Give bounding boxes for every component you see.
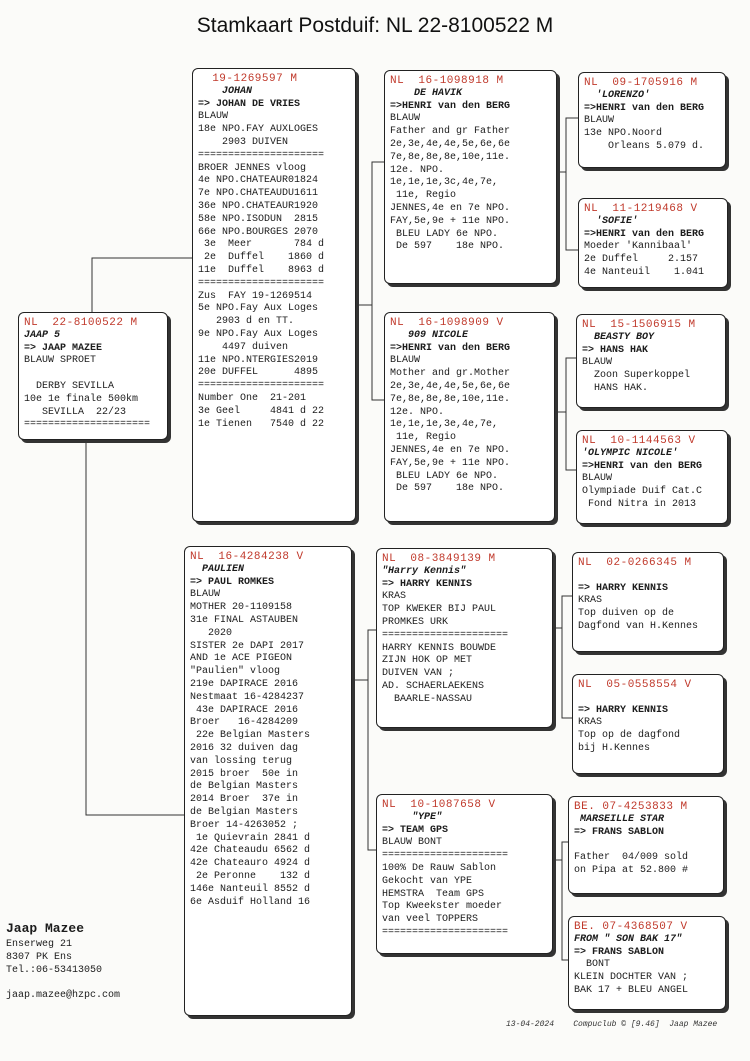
pigeon-name: JOHAN bbox=[198, 85, 253, 97]
dam-card bbox=[184, 546, 352, 1016]
great-grandparent-card-8 bbox=[568, 916, 726, 1010]
great-grandparent-card-5 bbox=[572, 552, 724, 652]
owner-email: jaap.mazee@hzpc.com bbox=[6, 990, 121, 1001]
pigeon-name: MARSEILLE STAR bbox=[574, 813, 665, 825]
breeder: => HANS HAK bbox=[582, 344, 649, 356]
grandsire-paternal-card bbox=[384, 70, 557, 284]
owner-phone: Tel.:06-53413050 bbox=[6, 965, 103, 976]
ring-number: NL 16-4284238 V bbox=[190, 551, 304, 563]
ring-number: NL 16-1098918 M bbox=[390, 75, 504, 87]
pigeon-name: DE HAVIK bbox=[390, 87, 463, 99]
pigeon-name: 909 NICOLE bbox=[390, 329, 469, 341]
breeder: => HARRY KENNIS bbox=[578, 704, 669, 716]
card-details: Father 04/009 sold on Pipa at 52.800 # bbox=[574, 852, 689, 876]
card-details: BLAUW MOTHER 20-1109158 31e FINAL ASTAUBEN 2020 SISTER 2e DAPI 2017 AND 1e ACE PIGEON "Paulien" vloog 219e DAPIRACE 2016 Nestmaat 16-4284237 43e DAPIRACE 2016 Broer 16-4284209 22e Belgian Masters 2016 32 duiven dag van lossing terug 2015 broer 50e in de Belgian Masters 2014 Broer 37e in de Belgian Masters Broer 14-4263052 ; 1e Quievrain 2841 d 42e Chateaudu 6562 d 42e Chateauro 4924 d 2e Peronne 132 d 146e Nanteuil 8552 d 6e Asduif Holland 16 bbox=[190, 589, 311, 908]
card-details: KRAS Top op de dagfond bij H.Kennes bbox=[578, 717, 681, 754]
pigeon-name: 'SOFIE' bbox=[584, 215, 639, 227]
ring-number: NL 10-1144563 V bbox=[582, 435, 696, 447]
great-grandparent-card-2 bbox=[578, 198, 728, 288]
breeder: => FRANS SABLON bbox=[574, 826, 665, 838]
breeder: => JOHAN DE VRIES bbox=[198, 98, 301, 110]
pigeon-name: "Harry Kennis" bbox=[382, 565, 467, 577]
breeder: =>HENRI van den BERG bbox=[584, 228, 705, 240]
card-details: BLAUW Olympiade Duif Cat.C Fond Nitra in 2013 bbox=[582, 473, 703, 510]
breeder: =>HENRI van den BERG bbox=[390, 342, 511, 354]
ring-number: NL 11-1219468 V bbox=[584, 203, 698, 215]
ring-number: NL 08-3849139 M bbox=[382, 553, 496, 565]
breeder: => FRANS SABLON bbox=[574, 946, 665, 958]
card-details: KRAS TOP KWEKER BIJ PAUL PROMKES URK ===================== HARRY KENNIS BOUWDE ZIJN HOK OP MET DUIVEN VAN ; AD. SCHAERLAEKENS BAARLE-NASSAU bbox=[382, 591, 509, 705]
pigeon-name: "YPE" bbox=[382, 811, 443, 823]
granddam-maternal-card bbox=[376, 794, 553, 954]
ring-number: NL 16-1098909 V bbox=[390, 317, 504, 329]
card-details: BLAUW Father and gr Father 2e,3e,4e,4e,5e,6e,6e 7e,8e,8e,8e,10e,11e. 12e. NPO. 1e,1e,1e,3c,4e,7e, 11e, Regio JENNES,4e en 7e NPO. FAY,5e,9e + 11e NPO. BLEU LADY 6e NPO. De 597 18e NPO. bbox=[390, 113, 511, 253]
great-grandparent-card-7 bbox=[568, 796, 724, 894]
owner-name: Jaap Mazee bbox=[6, 921, 85, 936]
ring-number: NL 15-1506915 M bbox=[582, 319, 696, 331]
page-title: Stamkaart Postduif: NL 22-8100522 M bbox=[196, 14, 554, 37]
owner-street: Enserweg 21 bbox=[6, 939, 73, 950]
sire-card bbox=[192, 68, 356, 522]
owner-city: 8307 PK Ens bbox=[6, 952, 73, 963]
breeder: => PAUL ROMKES bbox=[190, 576, 275, 588]
pigeon-name bbox=[578, 570, 718, 583]
breeder: =>HENRI van den BERG bbox=[390, 100, 511, 112]
card-details: Moeder 'Kannibaal' 2e Duffel 2.157 4e Nanteuil 1.041 bbox=[584, 241, 705, 278]
card-details: BLAUW 18e NPO.FAY AUXLOGES 2903 DUIVEN ===================== BROER JENNES vloog 4e NPO.CHATEAUR01824 7e NPO.CHATEAUDU1611 36e NPO.CHATEAUR1920 58e NPO.ISODUN 2815 66e NPO.BOURGES 2070 3e Meer 784 d 2e Duffel 1860 d 11e Duffel 8963 d ===================== Zus FAY 19-1269514 5e NPO.Fay Aux Loges 2903 d en TT. 9e NPO.Fay Aux Loges 4497 duiven 11e NPO.NTERGIES2019 20e DUFFEL 4895 ===================== Number One 21-201 3e Geel 4841 d 22 1e Tienen 7540 d 22 bbox=[198, 111, 325, 430]
great-grandparent-card-6 bbox=[572, 674, 724, 774]
breeder: =>HENRI van den BERG bbox=[582, 460, 703, 472]
pigeon-name: FROM " SON BAK 17" bbox=[574, 933, 683, 945]
owner-info bbox=[6, 920, 120, 1002]
pigeon-name: BEASTY BOY bbox=[582, 331, 655, 343]
great-grandparent-card-3 bbox=[576, 314, 726, 408]
card-details: BLAUW Zoon Superkoppel HANS HAK. bbox=[582, 357, 691, 394]
subject-card bbox=[18, 312, 168, 440]
card-details: BLAUW BONT ===================== 100% De Rauw Sablon Gekocht van YPE HEMSTRA Team GPS Top Kweekster moeder van veel TOPPERS ===================== bbox=[382, 837, 509, 938]
breeder: =>HENRI van den BERG bbox=[584, 102, 705, 114]
pigeon-name: PAULIEN bbox=[190, 563, 245, 575]
card-details: BONT KLEIN DOCHTER VAN ; BAK 17 + BLEU ANGEL bbox=[574, 959, 689, 996]
ring-number: NL 02-0266345 M bbox=[578, 557, 692, 569]
print-footer: 13-04-2024 Compuclub © [9.46] Jaap Mazee bbox=[506, 1020, 718, 1029]
pigeon-name: JAAP 5 bbox=[24, 329, 61, 341]
card-details: BLAUW SPROET DERBY SEVILLA 10e 1e finale 500km SEVILLA 22/23 ===================== bbox=[24, 355, 151, 431]
breeder: => HARRY KENNIS bbox=[578, 582, 669, 594]
ring-number: 19-1269597 M bbox=[198, 73, 298, 85]
pigeon-name: 'OLYMPIC NICOLE' bbox=[582, 447, 679, 459]
breeder: => TEAM GPS bbox=[382, 824, 449, 836]
ring-number: NL 22-8100522 M bbox=[24, 317, 138, 329]
breeder: => JAAP MAZEE bbox=[24, 342, 103, 354]
card-details: BLAUW Mother and gr.Mother 2e,3e,4e,4e,5e,6e,6e 7e,8e,8e,8e,10e,11e. 12e. NPO. 1e,1e,1e,3e,4e,7e, 11e, Regio JENNES,4e en 7e NPO. FAY,5e,9e + 11e NPO. BLEU LADY 6e NPO. De 597 18e NPO. bbox=[390, 355, 511, 495]
ring-number: NL 09-1705916 M bbox=[584, 77, 698, 89]
ring-number: BE. 07-4368507 V bbox=[574, 921, 688, 933]
great-grandparent-card-1 bbox=[578, 72, 726, 168]
pigeon-name bbox=[578, 692, 718, 705]
breeder: => HARRY KENNIS bbox=[382, 578, 473, 590]
ring-number: NL 10-1087658 V bbox=[382, 799, 496, 811]
card-details: KRAS Top duiven op de Dagfond van H.Kennes bbox=[578, 595, 699, 632]
granddam-paternal-card bbox=[384, 312, 555, 522]
pigeon-name: 'LORENZO' bbox=[584, 89, 651, 101]
grandsire-maternal-card bbox=[376, 548, 553, 728]
great-grandparent-card-4 bbox=[576, 430, 728, 524]
ring-number: NL 05-0558554 V bbox=[578, 679, 692, 691]
ring-number: BE. 07-4253833 M bbox=[574, 801, 688, 813]
card-details: BLAUW 13e NPO.Noord Orleans 5.079 d. bbox=[584, 115, 705, 152]
